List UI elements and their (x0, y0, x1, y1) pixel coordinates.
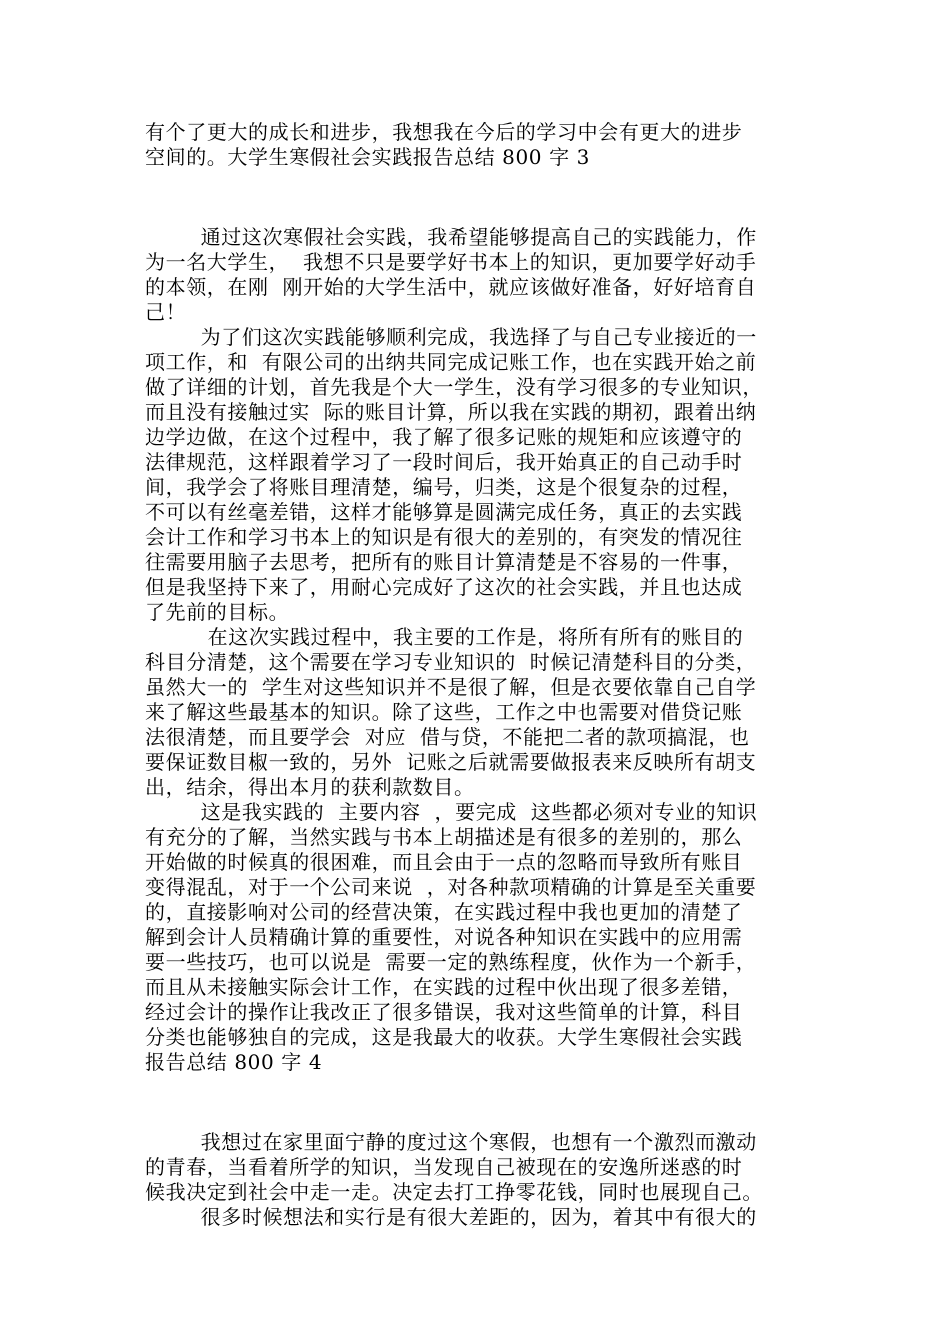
text-line: 间，我学会了将账目理清楚，编号，归类，这是个很复杂的过程， (145, 475, 743, 499)
text-line: 往需要用脑子去思考，把所有的账目计算清楚是不容易的一件事， (145, 550, 743, 574)
text-line: 候我决定到社会中走一走。决定去打工挣零花钱，同时也展现自己。 (145, 1180, 763, 1204)
text-line: 来了解这些最基本的知识。除了这些，工作之中也需要对借贷记账 (145, 700, 743, 724)
text-line: 这是我实践的 主要内容 ，要完成 这些都必须对专业的知识 (145, 800, 758, 824)
text-line: 虽然大一的 学生对这些知识并不是很了解，但是衣要依靠自己自学 (145, 675, 757, 699)
text-block-1 (145, 120, 815, 170)
text-line: 我想过在家里面宁静的度过这个寒假，也想有一个激烈而激动 (145, 1130, 757, 1154)
text-line: 通过这次寒假社会实践，我希望能够提高自己的实践能力，作 (145, 225, 757, 249)
text-line: 而且从未接触实际会计工作，在实践的过程中伙出现了很多差错， (145, 975, 743, 999)
text-line: 要一些技巧，也可以说是 需要一定的熟练程度，伙作为一个新手， (145, 950, 757, 974)
text-line: 为一名大学生， 我想不只是要学好书本上的知识，更加要学好动手 (145, 250, 757, 274)
text-line: 很多时候想法和实行是有很大差距的，因为，着其中有很大的 (145, 1205, 757, 1229)
text-line: 边学边做，在这个过程中，我了解了很多记账的规矩和应该遵守的 (145, 425, 743, 449)
text-line: 变得混乱，对于一个公司来说 ，对各种款项精确的计算是至关重要 (145, 875, 757, 899)
text-line: 的，直接影响对公司的经营决策，在实践过程中我也更加的清楚了 (145, 900, 743, 924)
text-line: 了先前的目标。 (145, 600, 290, 624)
text-line: 做了详细的计划，首先我是个大一学生，没有学习很多的专业知识， (145, 375, 763, 399)
text-line: 而且没有接触过实 际的账目计算，所以我在实践的期初，跟着出纳 (145, 400, 757, 424)
text-line: 的本领，在刚 刚开始的大学生活中，就应该做好准备，好好培育自 (145, 275, 757, 299)
text-line: 在这次实践过程中，我主要的工作是，将所有所有的账目的 (145, 625, 744, 649)
text-line: 科目分清楚，这个需要在学习专业知识的 时候记清楚科目的分类， (145, 650, 757, 674)
text-line: 有个了更大的成长和进步，我想我在今后的学习中会有更大的进步 (145, 120, 743, 144)
text-line: 要保证数目椒一致的，另外 记账之后就需要做报表来反映所有胡支 (145, 750, 757, 774)
text-line: 开始做的时候真的很困难，而且会由于一点的忽略而导致所有账目 (145, 850, 743, 874)
text-line: 出，结余，得出本月的获利款数目。 (145, 775, 475, 799)
text-line: 分类也能够独自的完成，这是我最大的收获。大学生寒假社会实践 (145, 1025, 743, 1049)
text-line: 法律规范，这样跟着学习了一段时间后，我开始真正的自己动手时 (145, 450, 743, 474)
text-line: 己！ (145, 300, 187, 324)
text-line: 不可以有丝毫差错，这样才能够算是圆满完成任务，真正的去实践 (145, 500, 743, 524)
section-gap (145, 1075, 815, 1130)
text-line: 空间的。大学生寒假社会实践报告总结 800 字 3 (145, 145, 590, 169)
text-block-3 (145, 1130, 815, 1230)
section-gap (145, 170, 815, 225)
text-line: 但是我坚持下来了，用耐心完成好了这次的社会实践，并且也达成 (145, 575, 743, 599)
text-line: 解到会计人员精确计算的重要性，对说各种知识在实践中的应用需 (145, 925, 743, 949)
text-line: 会计工作和学习书本上的知识是有很大的差别的，有突发的情况往 (145, 525, 743, 549)
text-line: 报告总结 800 字 4 (145, 1050, 323, 1074)
document-page (145, 120, 815, 1230)
text-line: 经过会计的操作让我改正了很多错误，我对这些简单的计算，科目 (145, 1000, 743, 1024)
text-line: 项工作，和 有限公司的出纳共同完成记账工作，也在实践开始之前 (145, 350, 757, 374)
text-line: 的青春，当看着所学的知识，当发现自己被现在的安逸所迷惑的时 (145, 1155, 743, 1179)
text-line: 有充分的了解，当然实践与书本上胡描述是有很多的差别的，那么 (145, 825, 743, 849)
text-line: 为了们这次实践能够顺利完成，我选择了与自己专业接近的一 (145, 325, 757, 349)
text-line: 法很清楚，而且要学会 对应 借与贷，不能把二者的款项搞混，也 (145, 725, 750, 749)
text-block-2 (145, 225, 815, 1075)
